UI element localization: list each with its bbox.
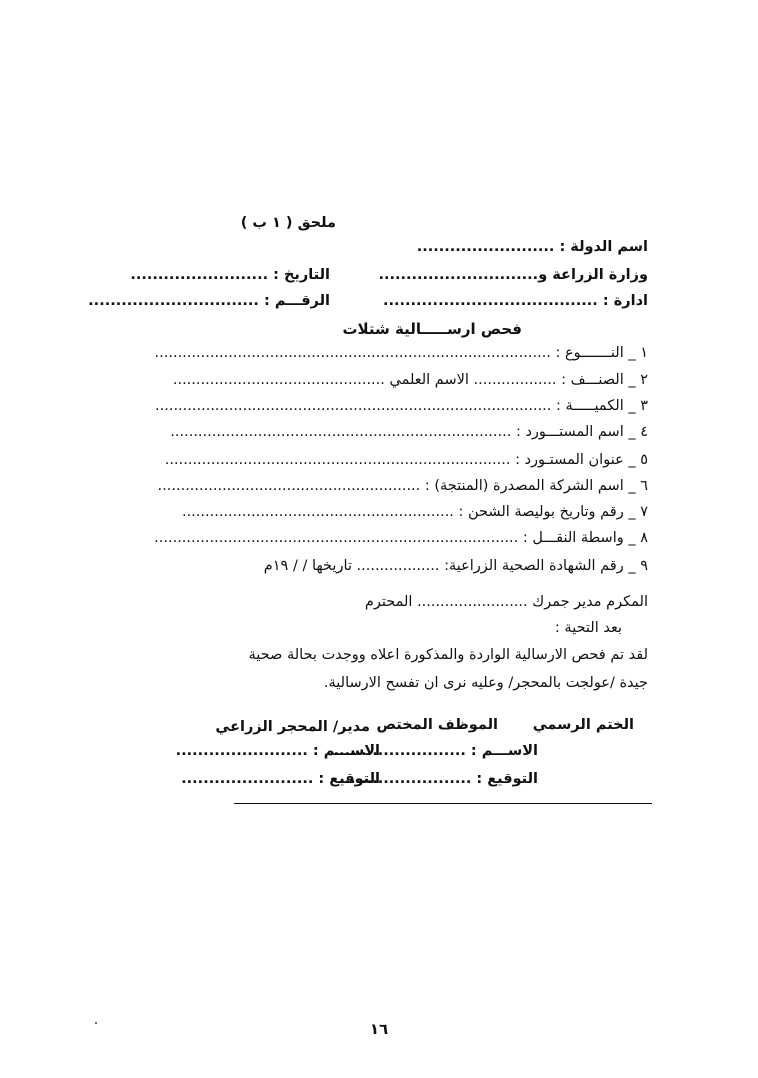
item-exporter-company: ٦ _ اسم الشركة المصدرة (المنتجة) : ......................................................... (157, 478, 648, 494)
item-importer-name: ٤ _ اسم المستـــورد : .......................................................................... (170, 424, 648, 440)
greeting-line: بعد التحية : (554, 620, 622, 636)
officer-name-field: الاســـم : ........................ (333, 743, 538, 759)
official-stamp-label: الختم الرسمي (532, 717, 634, 733)
item-quantity: ٣ _ الكميـــــة : ...................................................................................... (155, 398, 648, 414)
customs-director-line: المكرم مدير جمرك ........................ المحترم (364, 594, 648, 610)
item-phytosanitary-certificate: ٩ _ رقم الشهادة الصحية الزراعية: .................. تاريخها / / ١٩م (263, 558, 648, 574)
ministry-field: وزارة الزراعة و............................. (378, 267, 648, 283)
reference-number-field: الرقـــم : ............................... (88, 293, 330, 309)
item-bill-of-lading: ٧ _ رقم وتاريخ بوليصة الشحن : ........................................................... (181, 504, 648, 520)
body-text-line-2: جيدة /عولجت بالمحجر/ وعليه نرى ان تفسح الارسالية. (323, 675, 648, 691)
item-importer-address: ٥ _ عنوان المستـورد : ........................................................................... (164, 452, 648, 468)
director-signature-field: التوقيع : ........................ (181, 771, 380, 787)
item-transport-means: ٨ _ واسطة النقـــل : ............................................................................... (154, 530, 648, 546)
officer-label: الموظف المختص (376, 717, 498, 733)
annex-label: ملحق ( ١ ب ) (240, 215, 336, 231)
officer-signature-field: التوقيع : ........................ (339, 771, 538, 787)
body-text-line-1: لقد تم فحص الارسالية الواردة والمذكورة اعلاه ووجدت بحالة صحية (248, 647, 648, 663)
date-field: التاريخ : ......................... (130, 267, 330, 283)
department-field: ادارة : ....................................... (382, 293, 648, 309)
quarantine-director-label: مدير/ المحجر الزراعي (215, 719, 370, 735)
country-name-field: اسم الدولة : ......................... (416, 239, 648, 255)
director-name-field: الاســـم : ........................ (175, 743, 380, 759)
form-title: فحص ارســـــالية شتلات (342, 320, 522, 338)
page-number: ١٦ (369, 1020, 389, 1038)
item-type: ١ _ النـــــــوع : ...................................................................................... (154, 345, 648, 361)
item-variety: ٢ _ الصنـــف : .................. الاسم العلمي .............................................. (172, 372, 648, 388)
signature-rule (234, 803, 652, 804)
